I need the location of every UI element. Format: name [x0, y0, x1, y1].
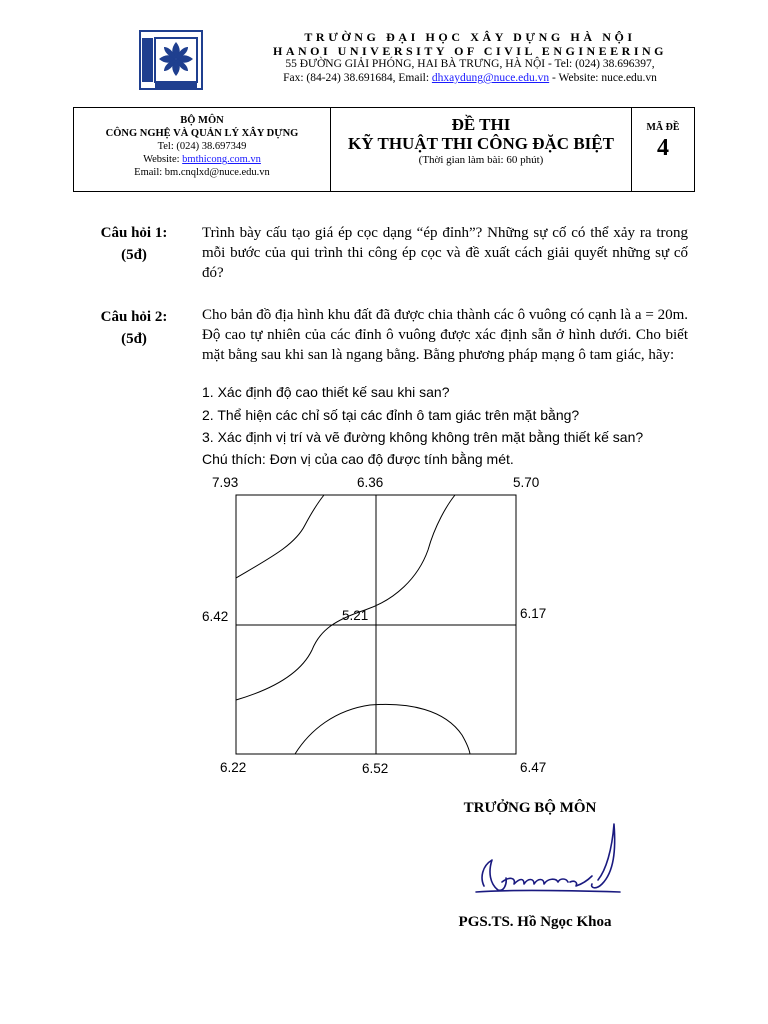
question-1-text: Trình bày cấu tạo giá ép cọc dạng “ép đỉnh”? Những sự cố có thể xảy ra trong mỗi bước của qui trình thi công ép cọc và đề xuất cách giải quyết những sự cố đó? — [202, 225, 688, 281]
question-2-text: Cho bản đồ địa hình khu đất đã được chia thành các ô vuông có cạnh là a = 20m. Độ cao tự nhiên của các đỉnh ô vuông được xác định sẵn ở hình dưới. Cho biết mặt bằng sau khi san là ngang bằng. Bằng phương pháp mạng ô tam giác, hãy: — [202, 307, 688, 363]
department-name: CÔNG NGHỆ VÀ QUẢN LÝ XÂY DỰNG — [105, 128, 299, 139]
exam-title-cell — [331, 108, 632, 191]
elevation-mid-left: 6.42 — [202, 609, 229, 624]
exam-header-table — [73, 107, 695, 192]
contour-map — [190, 470, 570, 780]
signatory-name: PGS.TS. Hồ Ngọc Khoa — [458, 914, 612, 930]
elevation-bot-right: 6.47 — [520, 760, 547, 775]
question-2-points: (5đ) — [121, 331, 147, 347]
elevation-top-right: 5.70 — [513, 475, 540, 490]
exam-code-cell — [632, 108, 694, 191]
university-logo — [139, 30, 203, 90]
exam-code-value: 4 — [657, 135, 669, 161]
university-name-en: HANOI UNIVERSITY OF CIVIL ENGINEERING — [273, 44, 667, 58]
university-website-text: - Website: nuce.edu.vn — [549, 72, 657, 84]
exam-code-label: MÃ ĐỀ — [646, 122, 680, 133]
question-2-item-1: 1. Xác định độ cao thiết kế sau khi san? — [202, 384, 450, 400]
question-1-label: Câu hỏi 1: — [100, 225, 168, 241]
exam-subject: KỸ THUẬT THI CÔNG ĐẶC BIỆT — [348, 134, 614, 153]
exam-time: (Thời gian làm bài: 60 phút) — [418, 154, 544, 166]
elevation-bot-mid: 6.52 — [362, 761, 389, 776]
university-email-link[interactable]: dhxaydung@nuce.edu.vn — [431, 72, 550, 84]
elevation-center: 5.21 — [342, 608, 369, 623]
university-address: 55 ĐƯỜNG GIẢI PHÓNG, HAI BÀ TRƯNG, HÀ NỘI - Tel: (024) 38.696397, — [285, 58, 655, 70]
elevation-top-mid: 6.36 — [357, 475, 384, 490]
contour-line-3 — [295, 704, 470, 754]
question-1-points: (5đ) — [121, 247, 147, 263]
university-name-vn: TRƯỜNG ĐẠI HỌC XÂY DỰNG HÀ NỘI — [304, 30, 636, 44]
contour-line-2 — [236, 495, 455, 700]
question-2-label: Câu hỏi 2: — [100, 309, 168, 325]
department-cell — [74, 108, 331, 191]
department-website-link[interactable]: bmthicong.com.vn — [182, 154, 261, 165]
question-2-item-3: 3. Xác định vị trí và vẽ đường không không trên mặt bằng thiết kế san? — [202, 429, 644, 445]
department-tel: Tel: (024) 38.697349 — [157, 141, 247, 152]
contour-line-1 — [236, 495, 324, 578]
handwritten-signature — [462, 820, 637, 912]
question-2-item-2: 2. Thể hiện các chỉ số tại các đỉnh ô tam giác trên mặt bằng? — [202, 407, 580, 423]
fax-text: Fax: (84-24) 38.691684, Email: — [283, 72, 432, 84]
question-2-note: Chú thích: Đơn vị của cao độ được tính bằng mét. — [202, 451, 514, 467]
elevation-mid-right: 6.17 — [520, 606, 547, 621]
elevation-bot-left: 6.22 — [220, 760, 247, 775]
exam-label: ĐỀ THI — [451, 115, 511, 134]
department-website-label: Website: — [143, 154, 183, 165]
elevation-top-left: 7.93 — [212, 475, 239, 490]
department-email: Email: bm.cnqlxd@nuce.edu.vn — [134, 167, 270, 178]
university-contact — [215, 72, 725, 84]
department-line1: BỘ MÔN — [180, 115, 224, 126]
department-website — [74, 153, 330, 166]
signature-title: TRƯỞNG BỘ MÔN — [463, 800, 597, 816]
